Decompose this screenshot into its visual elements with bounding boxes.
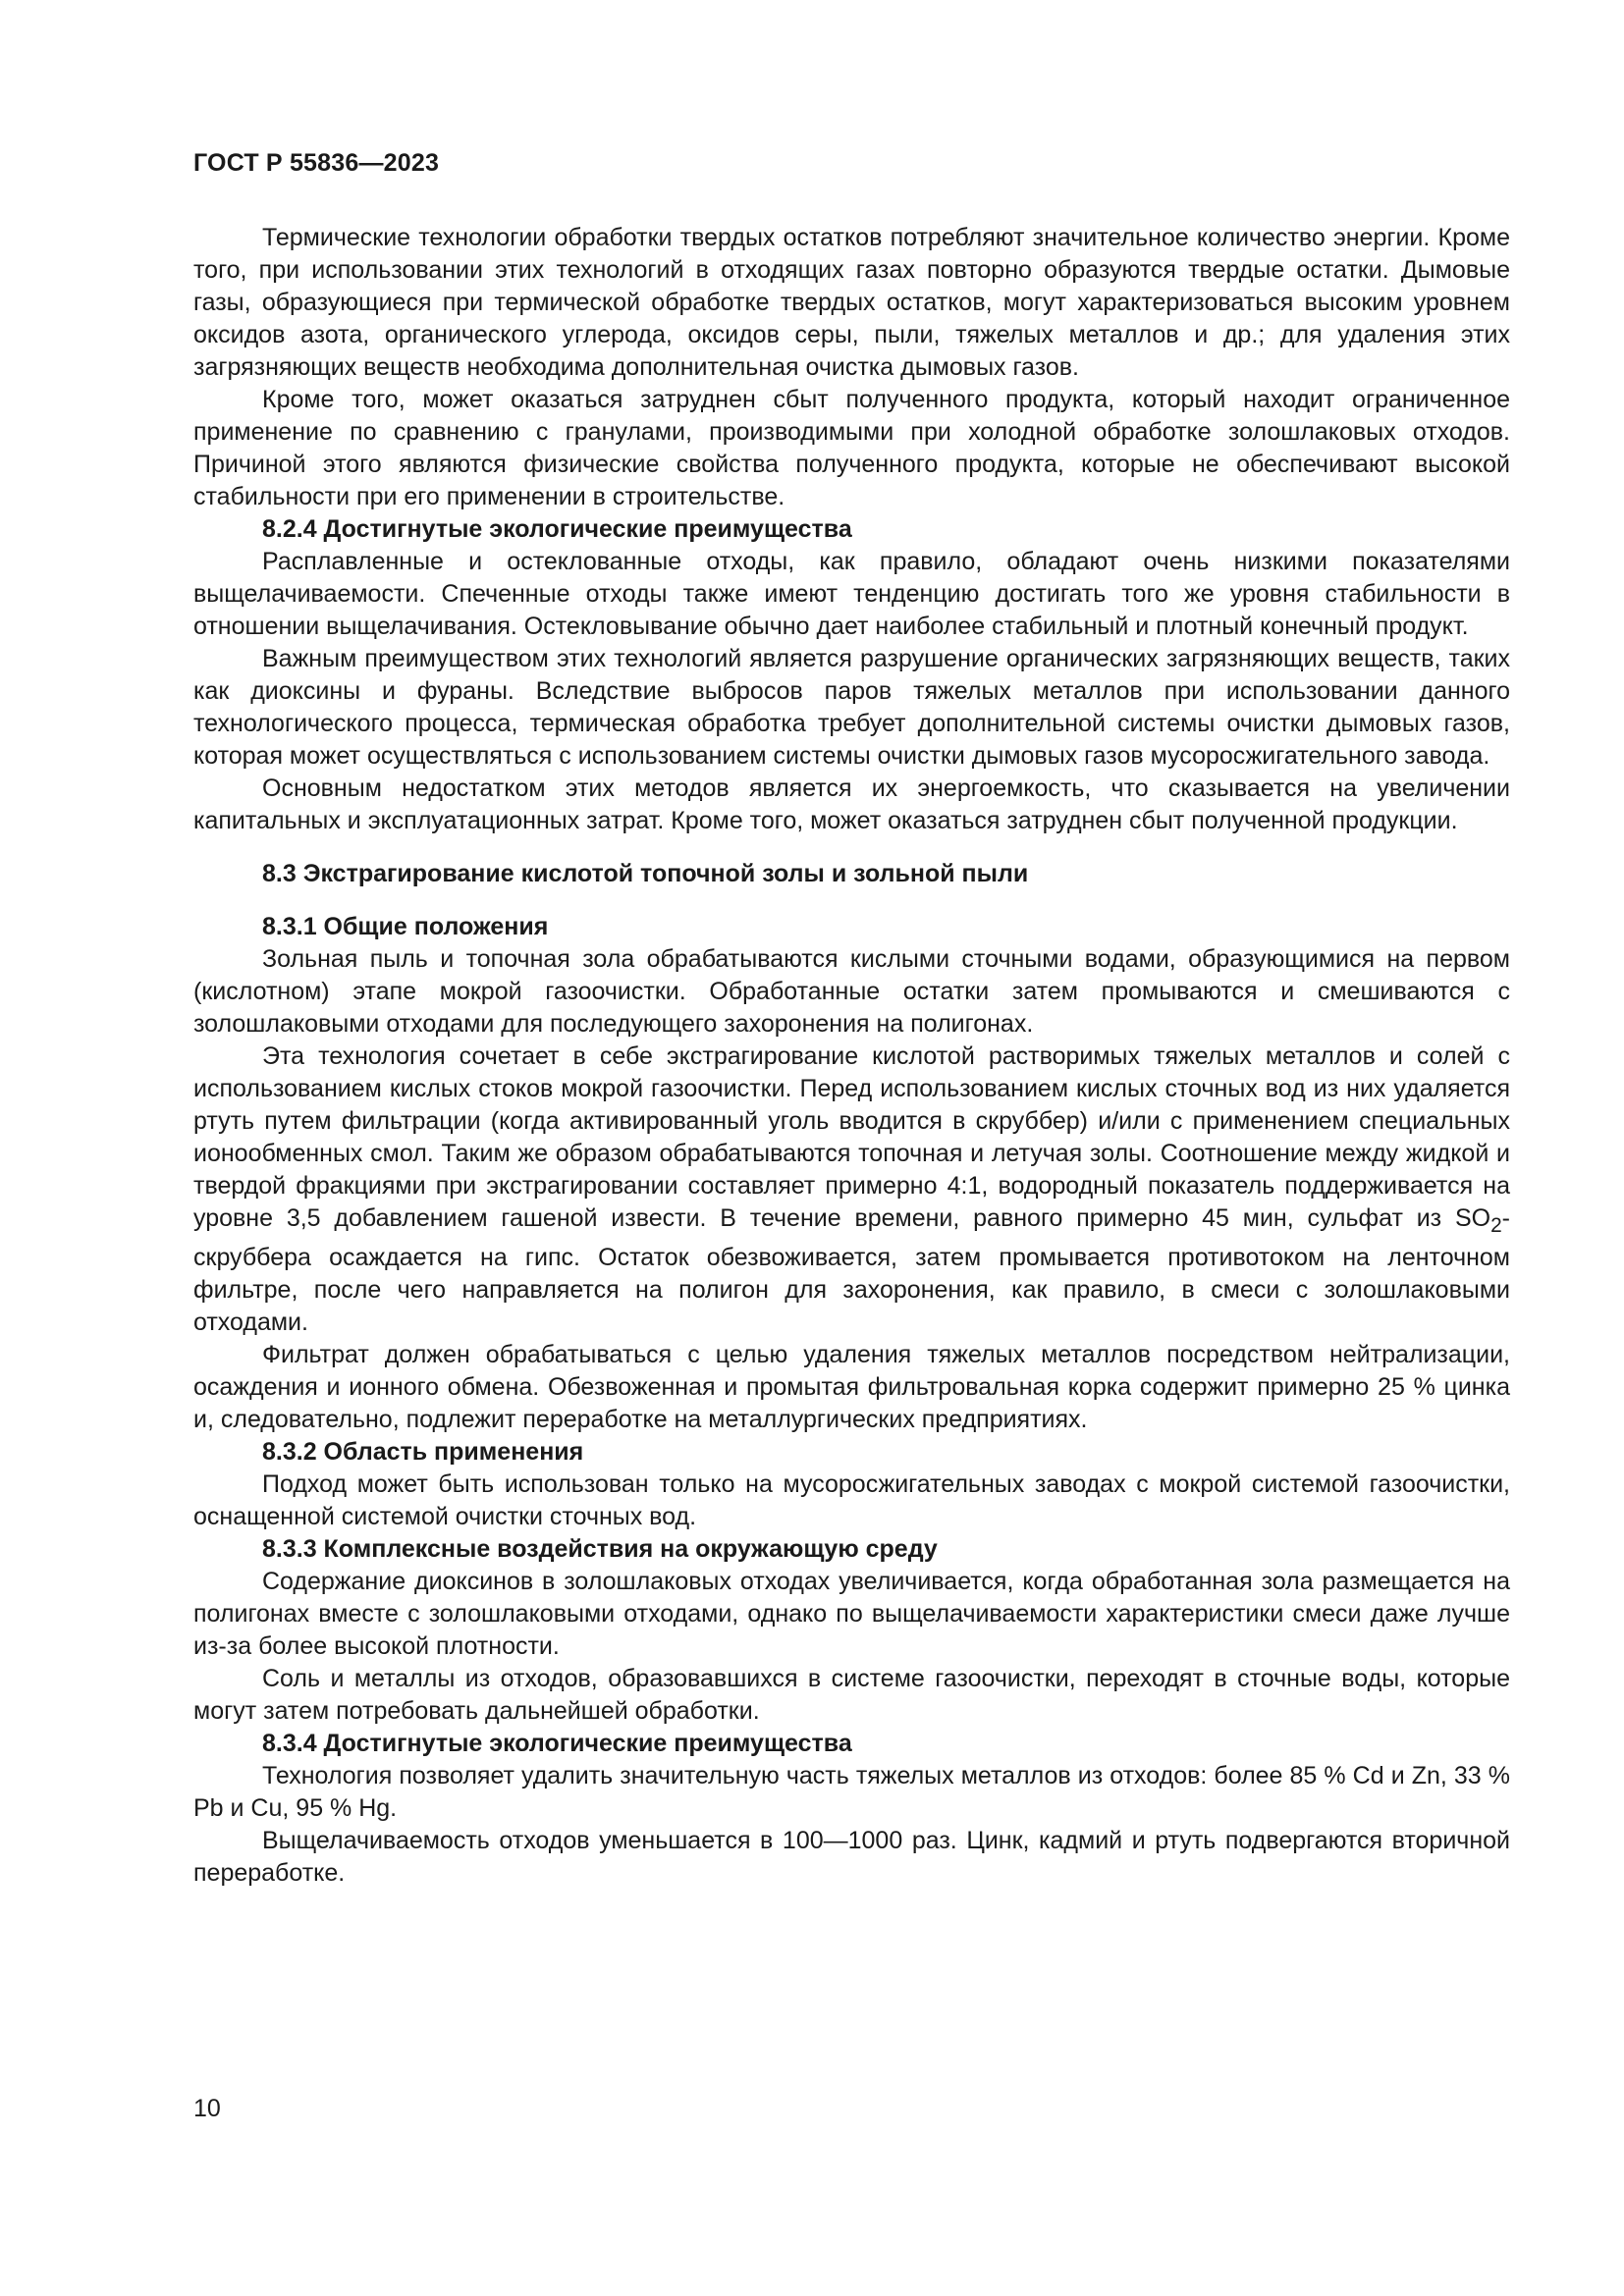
paragraph: Соль и металлы из отходов, образовавшихся в системе газоочистки, переходят в сточные воды, которые могут затем потребовать дальнейшей обработки.: [193, 1665, 1510, 1725]
paragraph: Термические технологии обработки твердых остатков потребляют значительное количество энергии. Кроме того, при использовании этих технологий в отходящих газах повторно образуются твердые остатки. Дымовые газы, образующиеся при термической обработке твердых остатков, могут характеризоваться высоким уровнем оксидов азота, органического углерода, оксидов серы, пыли, тяжелых металлов и др.; для удаления этих загрязняющих веществ необходима дополнительная очистка дымовых газов.: [193, 224, 1510, 381]
section-heading-8-3-2: 8.3.2 Область применения: [262, 1438, 584, 1466]
paragraph: Важным преимуществом этих технологий является разрушение органических загрязняющих веществ, таких как диоксины и фураны. Вследствие выбросов паров тяжелых металлов при использовании данного технологического процесса, термическая обработка требует дополнительной системы очистки дымовых газов, которая может осуществляться с использованием системы очистки дымовых газов мусоросжигательного завода.: [193, 645, 1510, 770]
page-number: 10: [193, 2095, 221, 2122]
paragraph: Технология позволяет удалить значительную часть тяжелых металлов из отходов: более 85 % Cd и Zn, 33 % Pb и Cu, 95 % Hg.: [193, 1762, 1510, 1822]
paragraph-text: -скруббера осаждается на гипс. Остаток обезвоживается, затем промывается противотоком на ленточном фильтре, после чего направляется на полигон для захоронения, как правило, в смеси с золошлаковыми отходами.: [193, 1204, 1510, 1336]
paragraph: Выщелачиваемость отходов уменьшается в 100—1000 раз. Цинк, кадмий и ртуть подвергаются вторичной переработке.: [193, 1827, 1510, 1887]
document-header: ГОСТ Р 55836—2023: [193, 149, 440, 177]
paragraph: Основным недостатком этих методов является их энергоемкость, что сказывается на увеличении капитальных и эксплуатационных затрат. Кроме того, может оказаться затруднен сбыт полученной продукции.: [193, 774, 1510, 834]
paragraph: Расплавленные и остеклованные отходы, как правило, обладают очень низкими показателями выщелачиваемости. Спеченные отходы также имеют тенденцию достигать того же уровня стабильности в отношении выщелачивания. Остекловывание обычно дает наиболее стабильный и плотный конечный продукт.: [193, 548, 1510, 640]
section-heading-8-3-1: 8.3.1 Общие положения: [262, 913, 549, 940]
section-heading-8-3: 8.3 Экстрагирование кислотой топочной золы и зольной пыли: [262, 860, 1029, 887]
section-heading-8-2-4: 8.2.4 Достигнутые экологические преимущества: [262, 515, 852, 543]
paragraph-text: Эта технология сочетает в себе экстрагирование кислотой растворимых тяжелых металлов и солей с использованием кислых стоков мокрой газоочистки. Перед использованием кислых сточных вод из них удаляется ртуть путем фильтрации (когда активированный уголь вводится в скруббер) и/или с применением специальных ионообменных смол. Таким же образом обрабатываются топочная и летучая золы. Соотношение между жидкой и твердой фракциями при экстрагировании составляет примерно 4:1, водородный показатель поддерживается на уровне 3,5 добавлением гашеной извести. В течение времени, равного примерно 45 мин, сульфат из SO: [193, 1042, 1510, 1232]
paragraph: Кроме того, может оказаться затруднен сбыт полученного продукта, который находит ограниченное применение по сравнению с гранулами, производимыми при холодной обработке золошлаковых отходов. Причиной этого являются физические свойства полученного продукта, которые не обеспечивают высокой стабильности при его применении в строительстве.: [193, 386, 1510, 510]
paragraph: [193, 1041, 1510, 1339]
paragraph: Содержание диоксинов в золошлаковых отходах увеличивается, когда обработанная зола размещается на полигонах вместе с золошлаковыми отходами, однако по выщелачиваемости характеристики смеси даже лучше из-за более высокой плотности.: [193, 1568, 1510, 1660]
document-body: [193, 222, 1510, 1890]
paragraph: Зольная пыль и топочная зола обрабатываются кислыми сточными водами, образующимися на первом (кислотном) этапе мокрой газоочистки. Обработанные остатки затем промываются и смешиваются с золошлаковыми отходами для последующего захоронения на полигонах.: [193, 945, 1510, 1038]
paragraph: Подход может быть использован только на мусоросжигательных заводах с мокрой системой газоочистки, оснащенной системой очистки сточных вод.: [193, 1470, 1510, 1530]
section-heading-8-3-3: 8.3.3 Комплексные воздействия на окружающую среду: [262, 1535, 938, 1563]
paragraph: Фильтрат должен обрабатываться с целью удаления тяжелых металлов посредством нейтрализации, осаждения и ионного обмена. Обезвоженная и промытая фильтровальная корка содержит примерно 25 % цинка и, следовательно, подлежит переработке на металлургических предприятиях.: [193, 1341, 1510, 1433]
section-heading-8-3-4: 8.3.4 Достигнутые экологические преимущества: [262, 1730, 852, 1757]
subscript: 2: [1490, 1214, 1502, 1237]
